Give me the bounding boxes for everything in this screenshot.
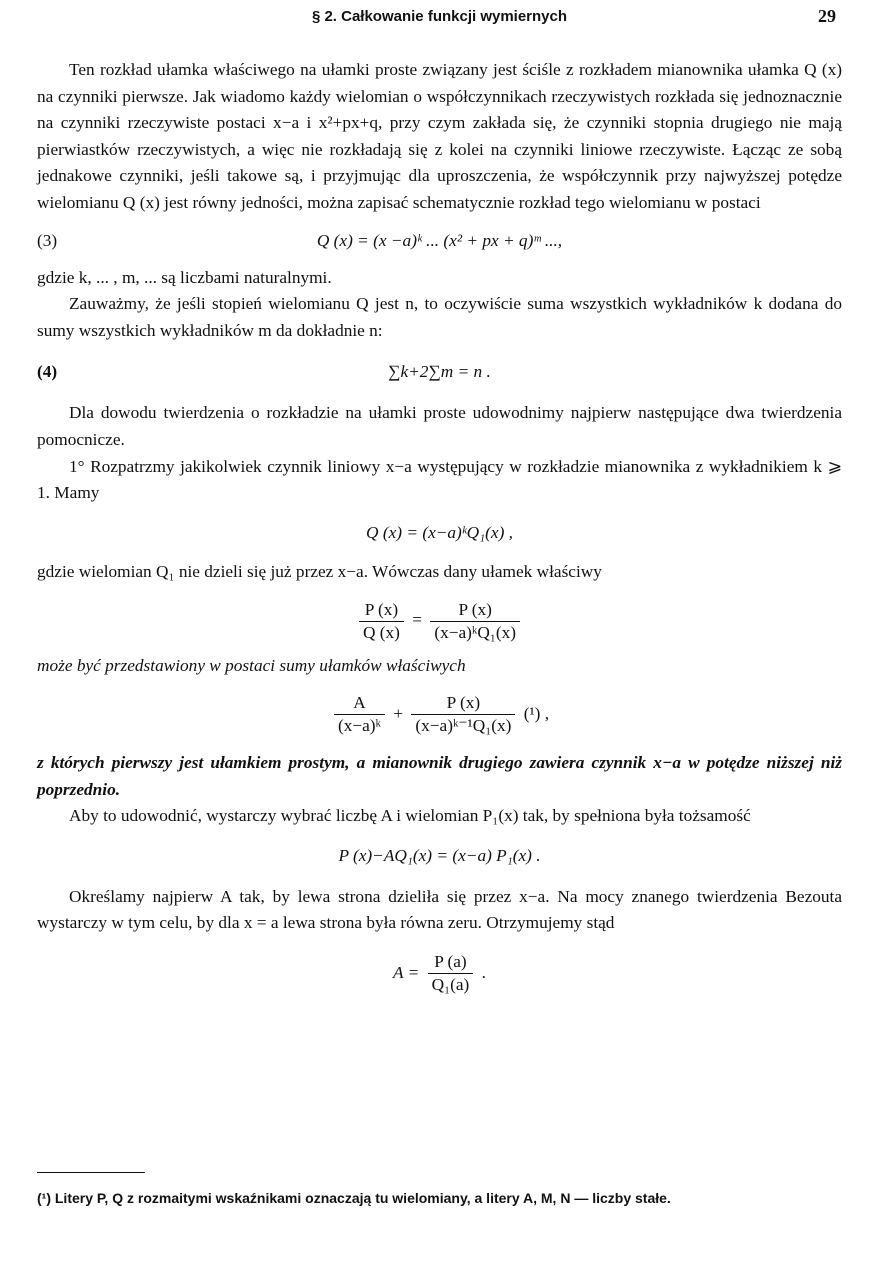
footnote-ref: (¹) , bbox=[523, 703, 550, 723]
period: . bbox=[481, 962, 486, 982]
paragraph-9: Aby to udowodnić, wystarczy wybrać liczbę A i wielomian P₁(x) tak, by spełniona była tożsamość bbox=[69, 806, 751, 826]
denominator: Q₁(a) bbox=[431, 975, 470, 995]
fraction bbox=[428, 951, 474, 996]
numerator: A bbox=[334, 692, 385, 715]
fraction bbox=[430, 599, 520, 644]
equation-3 bbox=[37, 223, 842, 259]
equals-sign: = bbox=[412, 610, 422, 630]
equation-label: (3) bbox=[37, 230, 58, 250]
plus-sign: + bbox=[393, 703, 404, 723]
equation-5 bbox=[37, 515, 842, 551]
equation-6 bbox=[37, 591, 842, 649]
paragraph-3: Zauważmy, że jeśli stopień wielomianu Q jest n, to oczywiście suma wszystkich wykładników k dodana do sumy wszystkich wykładników m da dokładnie n: bbox=[37, 294, 842, 340]
equation-9 bbox=[37, 943, 842, 1003]
text-body bbox=[37, 57, 842, 1003]
equation-7 bbox=[37, 684, 842, 744]
equation-label: (4) bbox=[37, 362, 58, 382]
equation-lhs: A = bbox=[393, 962, 420, 982]
paragraph-2: gdzie k, ... , m, ... są liczbami naturalnymi. bbox=[37, 267, 332, 287]
fraction bbox=[334, 692, 385, 737]
numerator: P (x) bbox=[411, 692, 515, 715]
page bbox=[37, 0, 842, 1263]
section-title: § 2. Całkowanie funkcji wymiernych bbox=[311, 8, 568, 25]
denominator: (x−a)ᵏ bbox=[337, 716, 381, 736]
paragraph-4: Dla dowodu twierdzenia o rozkładzie na ułamki proste udowodnimy najpierw następujące dwa twierdzenia pomocnicze. bbox=[37, 403, 842, 449]
footnote: (¹) Litery P, Q z rozmaitymi wskaźnikami oznaczają tu wielomiany, a litery A, M, N — liczby stałe. bbox=[37, 1190, 671, 1206]
numerator: P (x) bbox=[430, 599, 520, 622]
footnote-divider bbox=[37, 1172, 145, 1173]
equation-text: Q (x) = (x−a)ᵏQ₁(x) , bbox=[366, 522, 513, 542]
fraction bbox=[359, 599, 404, 644]
numerator: P (a) bbox=[428, 951, 474, 974]
equation-8 bbox=[37, 838, 842, 874]
paragraph-10: Określamy najpierw A tak, by lewa strona dzieliła się przez x−a. Na mocy znanego twierdzenia Bezouta wystarczy w tym celu, by dla x = a lewa strona była równa zeru. Otrzymujemy stąd bbox=[37, 886, 842, 933]
equation-text: P (x)−AQ₁(x) = (x−a) P₁(x) . bbox=[338, 845, 541, 865]
equation-4 bbox=[37, 354, 842, 390]
equation-text: ∑k+2∑m = n . bbox=[388, 362, 491, 382]
running-header bbox=[37, 6, 842, 30]
paragraph-6: gdzie wielomian Q₁ nie dzieli się już przez x−a. Wówczas dany ułamek właściwy bbox=[37, 561, 602, 581]
paragraph-1: Ten rozkład ułamka właściwego na ułamki proste związany jest ściśle z rozkładem mianownika ułamka Q (x) na czynniki pierwsze. Jak wiadomo każdy wielomian o współczynnikach rzeczywistych rozkłada się jednoznacznie na czynniki rzeczywiste postaci x−a i x²+px+q, przy czym zakłada się, że czynniki stopnia drugiego nie mają pierwiastków rzeczywistych, a więc nie rozkładają się z kolei na czynniki liniowe rzeczywiste. Łącząc ze sobą jednakowe czynniki, jeśli takowe są, i przyjmując dla uproszczenia, że współczynnik przy najwyższej potędze wielomianu Q (x) jest równy jedności, można zapisać schematycznie rozkład tego wielomianu w postaci bbox=[37, 60, 842, 212]
numerator: P (x) bbox=[359, 599, 404, 622]
paragraph-8: z których pierwszy jest ułamkiem prostym, a mianownik drugiego zawiera czynnik x−a w potędze niższej niż poprzednio. bbox=[37, 752, 842, 799]
fraction bbox=[411, 692, 515, 737]
paragraph-7: może być przedstawiony w postaci sumy ułamków właściwych bbox=[37, 656, 466, 676]
denominator: (x−a)ᵏ⁻¹Q₁(x) bbox=[415, 716, 512, 736]
equation-text: Q (x) = (x −a)ᵏ ... (x² + px + q)ᵐ ..., bbox=[316, 230, 563, 250]
denominator: (x−a)ᵏQ₁(x) bbox=[434, 622, 517, 642]
paragraph-5: 1° Rozpatrzmy jakikolwiek czynnik liniowy x−a występujący w rozkładzie mianownika z wykładnikiem k ⩾ 1. Mamy bbox=[37, 456, 842, 503]
denominator: Q (x) bbox=[362, 622, 400, 642]
page-number: 29 bbox=[818, 6, 836, 26]
